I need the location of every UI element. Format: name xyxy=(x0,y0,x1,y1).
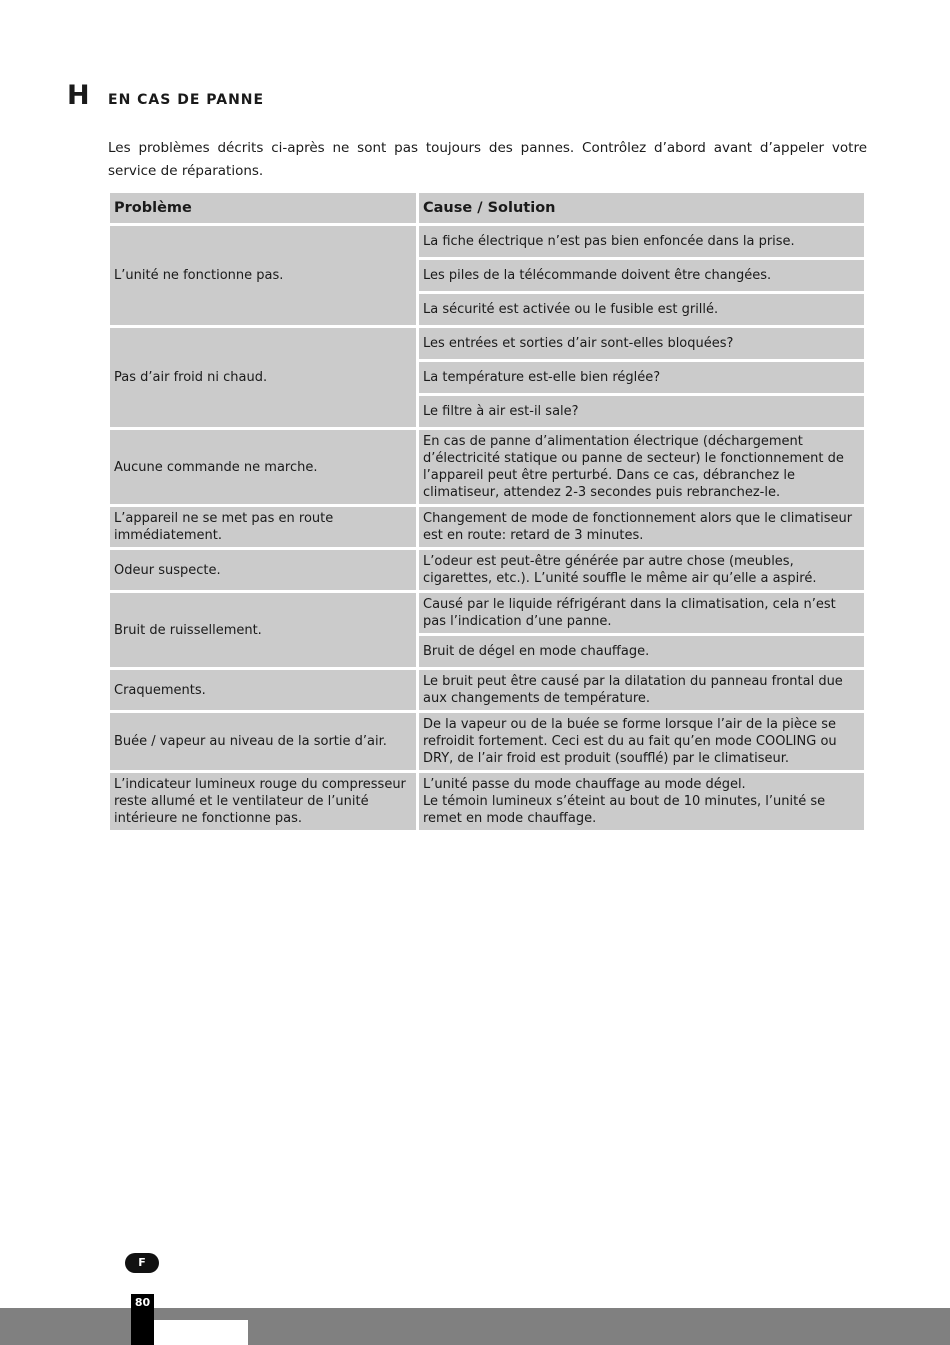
solution-cell: Les entrées et sorties d’air sont-elles bloquées? xyxy=(419,328,864,359)
problem-cell: Aucune commande ne marche. xyxy=(110,430,416,504)
problem-cell: L’appareil ne se met pas en route immédiatement. xyxy=(110,507,416,547)
problem-cell: L’unité ne fonctionne pas. xyxy=(110,226,416,325)
problem-cell: L’indicateur lumineux rouge du compresseur reste allumé et le ventilateur de l’unité intérieure ne fonctionne pas. xyxy=(110,773,416,830)
footer-tab xyxy=(154,1320,248,1345)
solution-cell: L’odeur est peut-être générée par autre chose (meubles, cigarettes, etc.). L’unité souffle le même air qu’elle a aspiré. xyxy=(419,550,864,590)
intro-paragraph: Les problèmes décrits ci-après ne sont pas toujours des pannes. Contrôlez d’abord avant d’appeler votre service de réparations. xyxy=(108,140,867,179)
page-number: 80 xyxy=(134,1296,151,1309)
table-row xyxy=(110,226,864,257)
table-row xyxy=(110,713,864,770)
table-row xyxy=(110,430,864,504)
section-letter: H xyxy=(67,80,90,111)
section-title: EN CAS DE PANNE xyxy=(108,92,265,108)
table-row xyxy=(110,773,864,830)
problem-cell: Craquements. xyxy=(110,670,416,710)
table-row xyxy=(110,593,864,633)
table-row xyxy=(110,670,864,710)
solution-cell: La fiche électrique n’est pas bien enfoncée dans la prise. xyxy=(419,226,864,257)
table-row xyxy=(110,328,864,359)
table-body xyxy=(110,226,864,830)
solution-cell: De la vapeur ou de la buée se forme lorsque l’air de la pièce se refroidit fortement. Ceci est du au fait qu’en mode COOLING ou DRY, de l’air froid est produit (soufflé) par le climatiseur. xyxy=(419,713,864,770)
table-header-row xyxy=(110,193,864,223)
solution-cell: Causé par le liquide réfrigérant dans la climatisation, cela n’est pas l’indication d’une panne. xyxy=(419,593,864,633)
language-badge: F xyxy=(125,1253,159,1273)
solution-cell: Le filtre à air est-il sale? xyxy=(419,396,864,427)
solution-cell: L’unité passe du mode chauffage au mode dégel. Le témoin lumineux s’éteint au bout de 10 minutes, l’unité se remet en mode chauffage. xyxy=(419,773,864,830)
table-row xyxy=(110,507,864,547)
problem-cell: Odeur suspecte. xyxy=(110,550,416,590)
troubleshooting-table xyxy=(107,190,867,833)
solution-cell: La température est-elle bien réglée? xyxy=(419,362,864,393)
problem-cell: Buée / vapeur au niveau de la sortie d’air. xyxy=(110,713,416,770)
problem-cell: Bruit de ruissellement. xyxy=(110,593,416,667)
solution-cell: La sécurité est activée ou le fusible est grillé. xyxy=(419,294,864,325)
table-row xyxy=(110,550,864,590)
header-problem: Problème xyxy=(110,193,416,223)
header-cause-solution: Cause / Solution xyxy=(419,193,864,223)
solution-cell: Changement de mode de fonctionnement alors que le climatiseur est en route: retard de 3 minutes. xyxy=(419,507,864,547)
solution-cell: Le bruit peut être causé par la dilatation du panneau frontal due aux changements de température. xyxy=(419,670,864,710)
problem-cell: Pas d’air froid ni chaud. xyxy=(110,328,416,427)
solution-cell: Bruit de dégel en mode chauffage. xyxy=(419,636,864,667)
solution-cell: Les piles de la télécommande doivent être changées. xyxy=(419,260,864,291)
solution-cell: En cas de panne d’alimentation électrique (déchargement d’électricité statique ou panne de secteur) le fonctionnement de l’appareil peut être perturbé. Dans ce cas, débranchez le climatiseur, attendez 2-3 secondes puis rebranchez-le. xyxy=(419,430,864,504)
